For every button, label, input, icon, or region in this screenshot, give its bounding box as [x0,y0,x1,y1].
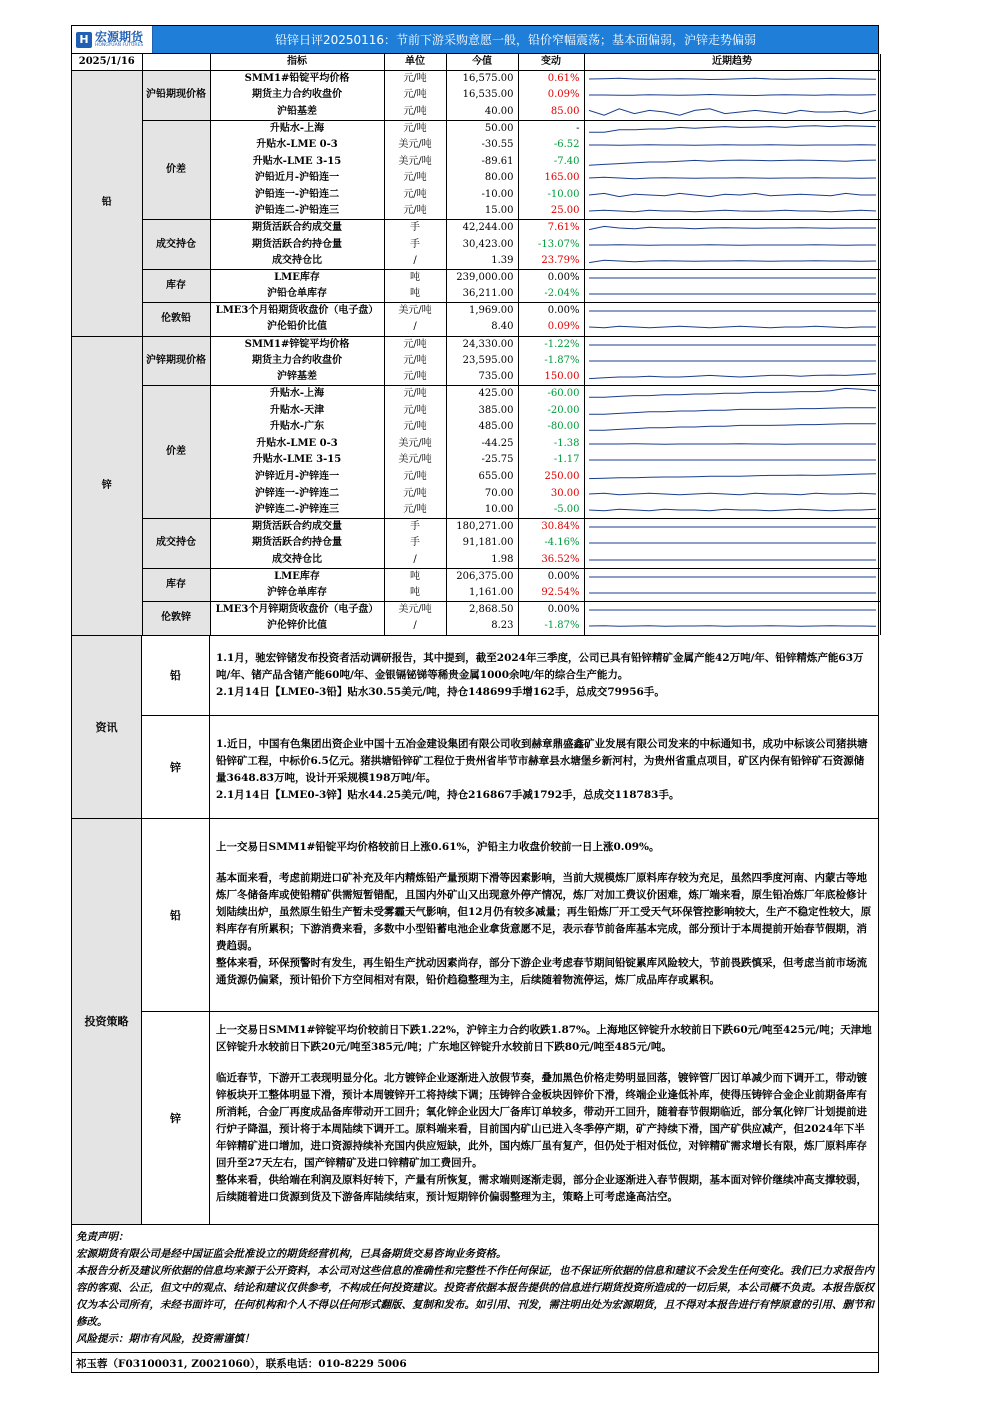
section-label: 价差 [142,120,210,220]
today-value: 80.00 [446,170,518,187]
table-row [72,568,880,585]
today-value: 1,161.00 [446,585,518,602]
unit-cell: 元/吨 [384,187,446,204]
sparkline-series [589,210,876,212]
sparkline-chart [587,319,878,335]
trend-sparkline [584,270,880,287]
sparkline-series [589,78,876,79]
unit-header: 单位 [384,54,446,71]
sparkline-chart [587,154,878,170]
sparkline-series [589,424,876,430]
sparkline-chart [587,220,878,236]
sparkline-series [589,374,876,379]
sparkline-chart [587,486,878,502]
strategy-zinc-summary: 上一交易日SMM1#锌锭平均价较前日下跌1.22%，沪锌主力合约收跌1.87%。上海地区锌锭升水较前日下跌60元/吨至425元/吨；天津地区锌锭升水较前日下跌20元/吨至385元/吨；广东地区锌锭升水较前日下跌80元/吨至485元/吨。 [216,1023,872,1053]
news-lead-label: 铅 [142,636,210,715]
today-value: 8.23 [446,618,518,635]
trend-sparkline [584,552,880,569]
sparkline-chart [587,303,878,319]
unit-cell: 手 [384,236,446,253]
news-lead-item-2: 2.1月14日【LME0-3铅】贴水30.55美元/吨，持仓148699手增162手，总成交79956手。 [216,685,665,698]
sparkline-chart [587,469,878,485]
unit-cell: 元/吨 [384,170,446,187]
news-block [72,635,878,818]
indicator-name: 升贴水-LME 3-15 [210,153,384,170]
change-value: -10.00 [518,187,584,204]
trend-sparkline [584,535,880,552]
trend-sparkline [584,585,880,602]
table-row [72,270,880,287]
sparkline-chart [587,436,878,452]
company-logo [72,26,153,53]
table-row [72,519,880,536]
indicator-name: 沪铅连一-沪铅连二 [210,187,384,204]
today-value: -89.61 [446,153,518,170]
strategy-lead [142,819,878,1011]
table-row [72,602,880,619]
unit-cell: 手 [384,220,446,237]
trend-sparkline [584,502,880,519]
indicator-name: 沪铅连二-沪铅连三 [210,203,384,220]
trend-sparkline [584,419,880,436]
change-value: 92.54% [518,585,584,602]
trend-sparkline [584,402,880,419]
section-header [142,54,210,71]
change-value: -7.40 [518,153,584,170]
today-value: 180,271.00 [446,519,518,536]
price-table [72,54,881,635]
indicator-name: 沪锌近月-沪锌连一 [210,469,384,486]
today-value: 10.00 [446,502,518,519]
today-value: 36,211.00 [446,286,518,303]
today-value: 15.00 [446,203,518,220]
change-value: 25.00 [518,203,584,220]
change-value: -1.87% [518,353,584,370]
trend-sparkline [584,71,880,88]
today-value: 8.40 [446,319,518,336]
section-label: 库存 [142,568,210,601]
trend-sparkline [584,87,880,104]
unit-cell: 手 [384,519,446,536]
unit-cell: 吨 [384,568,446,585]
sparkline-series [589,126,876,132]
strategy-block [72,818,878,1224]
change-value: 0.61% [518,71,584,88]
today-value: 735.00 [446,369,518,386]
trend-header: 近期趋势 [584,54,880,71]
sparkline-chart [587,419,878,435]
today-value: 30,423.00 [446,236,518,253]
unit-cell: 美元/吨 [384,436,446,453]
date-cell: 2025/1/16 [72,54,142,71]
change-value: 250.00 [518,469,584,486]
sparkline-chart [587,618,878,634]
today-value: -25.75 [446,452,518,469]
unit-cell: / [384,319,446,336]
section-label: 沪锌期现价格 [142,336,210,386]
indicator-name: 沪铅基差 [210,104,384,121]
strategy-zinc-label: 锌 [142,1012,210,1224]
change-value: 7.61% [518,220,584,237]
sparkline-series [589,493,876,495]
sparkline-chart [587,602,878,618]
change-value: -60.00 [518,386,584,403]
news-label: 资讯 [72,636,142,818]
disclaimer-qualification: 宏源期货有限公司是经中国证监会批准设立的期货经营机构，已具备期货交易咨询业务资格。 [76,1247,507,1260]
unit-cell: 美元/吨 [384,137,446,154]
sparkline-chart [587,452,878,468]
change-value: 0.09% [518,319,584,336]
today-value: 206,375.00 [446,568,518,585]
report-header [72,26,878,54]
unit-cell: 元/吨 [384,419,446,436]
indicator-name: 沪锌基差 [210,369,384,386]
change-value: 23.79% [518,253,584,270]
sparkline-series [589,193,876,196]
sparkline-chart [587,519,878,535]
unit-cell: 美元/吨 [384,602,446,619]
unit-cell: / [384,552,446,569]
indicator-name: 升贴水-广东 [210,419,384,436]
today-value: 385.00 [446,402,518,419]
today-value: 40.00 [446,104,518,121]
sparkline-series [589,178,876,180]
unit-cell: 元/吨 [384,120,446,137]
section-label: 伦敦铅 [142,303,210,336]
strategy-lead-fundamentals: 基本面来看，考虑前期进口矿补充及年内精炼铅产量预期下滑等因素影响，当前大规模炼厂原料库存较为充足，虽然四季度河南、内蒙古等地炼厂冬储备库或使铅精矿供需短暂错配，且国内外矿山又出现意外停产情况，炼厂对加工费议价困难，炼厂端来看，原生铅冶炼厂年底检修计划陆续出炉，虽然原生铅生产暂未受雾霾天气影响，但12月仍有较多减量；再生铅炼厂开工受天气环保管控影响较大，生产不稳定性较大，原料库存有所累积；下游消费来看，多数中小型铅蓄电池企业拿货意愿不足，表示春节前备库基本完成，部分预计于本周提前开始春节假期，消费趋弱。 [216,871,872,952]
trend-sparkline [584,353,880,370]
change-value: -4.16% [518,535,584,552]
change-value: -1.17 [518,452,584,469]
unit-cell: 吨 [384,286,446,303]
news-zinc [142,715,878,818]
strategy-lead-label: 铅 [142,819,210,1011]
table-row [72,336,880,353]
change-header: 变动 [518,54,584,71]
sparkline-chart [587,137,878,153]
indicator-name: LME库存 [210,270,384,287]
sparkline-chart [587,337,878,353]
indicator-name: 升贴水-上海 [210,120,384,137]
sparkline-chart [587,502,878,518]
indicator-name: 沪伦铅价比值 [210,319,384,336]
today-value: 42,244.00 [446,220,518,237]
sparkline-chart [587,552,878,568]
indicator-name: 沪锌连二-沪锌连三 [210,502,384,519]
section-label: 沪铅期现价格 [142,71,210,121]
unit-cell: 元/吨 [384,369,446,386]
strategy-label: 投资策略 [72,819,142,1224]
change-value: -80.00 [518,419,584,436]
sparkline-chart [587,87,878,103]
indicator-name: 期货主力合约收盘价 [210,353,384,370]
indicator-name: 沪锌仓单库存 [210,585,384,602]
unit-cell: 元/吨 [384,104,446,121]
indicator-name: 沪伦锌价比值 [210,618,384,635]
change-value: -1.22% [518,336,584,353]
sparkline-chart [587,253,878,269]
change-value: -20.00 [518,402,584,419]
sparkline-series [589,109,876,115]
sparkline-series [589,474,876,479]
unit-cell: 美元/吨 [384,153,446,170]
change-value: 30.00 [518,485,584,502]
trend-sparkline [584,286,880,303]
unit-cell: / [384,253,446,270]
sparkline-chart [587,353,878,369]
sparkline-series [589,244,876,245]
change-value: 0.00% [518,303,584,320]
strategy-zinc-outlook: 整体来看，供给端在利润及原料好转下，产量有所恢复，需求端则逐渐走弱，部分企业逐渐进入春节假期，基本面对锌价继续冲高支撑较弱，后续随着进口货源到货及下游备库陆续结束，预计短期锌价偏弱整理为主，策略上可考虑逢高沽空。 [216,1173,867,1203]
unit-cell: 吨 [384,585,446,602]
disclaimer [72,1224,878,1352]
section-label: 伦敦锌 [142,602,210,635]
logo-icon: H [76,32,92,48]
section-label: 成交持仓 [142,519,210,569]
trend-sparkline [584,137,880,154]
unit-cell: 元/吨 [384,203,446,220]
change-value: -2.04% [518,286,584,303]
unit-cell: 元/吨 [384,386,446,403]
today-value: 2,868.50 [446,602,518,619]
section-label: 库存 [142,270,210,303]
change-value: -5.00 [518,502,584,519]
change-value: -6.52 [518,137,584,154]
indicator-name: 期货活跃合约持仓量 [210,236,384,253]
unit-cell: 元/吨 [384,502,446,519]
sparkline-series [589,407,876,413]
unit-cell: 元/吨 [384,336,446,353]
sparkline-chart [587,286,878,302]
indicator-name: 沪锌连一-沪锌连二 [210,485,384,502]
today-value: -10.00 [446,187,518,204]
indicator-name: 升贴水-LME 0-3 [210,436,384,453]
sparkline-series [589,389,876,398]
disclaimer-body: 本报告分析及建议所依据的信息均来源于公开资料，本公司对这些信息的准确性和完整性不作任何保证，也不保证所依据的信息和建议不会发生任何变化。我们已力求报告内容的客观、公正，但文中的观点、结论和建议仅供参考，不构成任何投资建议。投资者依据本报告提供的信息进行期货投资所造成的一切后果，本公司概不负责。本报告版权仅为本公司所有，未经书面许可，任何机构和个人不得以任何形式翻版、复制和发布。如引用、刊发，需注明出处为宏源期货，且不得对本报告进行有悖原意的引用、删节和修改。 [76,1264,874,1328]
today-value: 1,969.00 [446,303,518,320]
trend-sparkline [584,485,880,502]
sparkline-chart [587,585,878,601]
today-value: 425.00 [446,386,518,403]
table-row [72,303,880,320]
trend-sparkline [584,203,880,220]
unit-cell: 元/吨 [384,485,446,502]
strategy-lead-outlook: 整体来看，环保预警时有发生，再生铅生产扰动因素尚存，部分下游企业考虑春节期间铅锭累库风险较大，节前畏跌慎采，但考虑当前市场流通货源仍偏紧，预计铅价下方空间相对有限，铅价趋稳整理为主，后续随着物流停运，炼厂成品库存或累积。 [216,956,867,986]
indicator-name: 升贴水-LME 3-15 [210,452,384,469]
table-row [72,120,880,137]
unit-cell: 美元/吨 [384,303,446,320]
sparkline-series [589,260,876,262]
change-value: 0.00% [518,270,584,287]
unit-cell: 吨 [384,270,446,287]
unit-cell: 手 [384,535,446,552]
today-value: 655.00 [446,469,518,486]
indicator-name: 升贴水-天津 [210,402,384,419]
unit-cell: 元/吨 [384,402,446,419]
sparkline-series [589,626,876,627]
change-value: 165.00 [518,170,584,187]
sparkline-chart [587,170,878,186]
sparkline-chart [587,104,878,120]
sparkline-chart [587,121,878,137]
trend-sparkline [584,303,880,320]
trend-sparkline [584,319,880,336]
indicator-name: 期货活跃合约持仓量 [210,535,384,552]
sparkline-series [589,327,876,329]
logo-name: 宏源期货 [95,29,144,44]
table-row [72,386,880,403]
today-value: 485.00 [446,419,518,436]
unit-cell: 元/吨 [384,87,446,104]
trend-sparkline [584,602,880,619]
today-value: -44.25 [446,436,518,453]
table-row [72,220,880,237]
indicator-name: 成交持仓比 [210,552,384,569]
sparkline-chart [587,403,878,419]
unit-cell: 元/吨 [384,353,446,370]
today-value: 1.98 [446,552,518,569]
today-value: 70.00 [446,485,518,502]
metal-category: 锌 [72,336,142,635]
indicator-name: LME3个月铅期货收盘价（电子盘） [210,303,384,320]
unit-cell: 元/吨 [384,71,446,88]
trend-sparkline [584,568,880,585]
sparkline-series [589,160,876,165]
trend-sparkline [584,436,880,453]
trend-sparkline [584,469,880,486]
section-label: 价差 [142,386,210,519]
today-value: 16,575.00 [446,71,518,88]
indicator-header: 指标 [210,54,384,71]
report-title: 铅锌日评20250116：节前下游采购意愿一般，铅价窄幅震荡；基本面偏弱，沪锌走势偏弱 [153,26,878,53]
change-value: - [518,120,584,137]
indicator-name: 期货活跃合约成交量 [210,220,384,237]
indicator-name: 升贴水-上海 [210,386,384,403]
sparkline-series [589,227,876,230]
unit-cell: / [384,618,446,635]
metal-category: 铅 [72,71,142,337]
indicator-name: 成交持仓比 [210,253,384,270]
section-label: 成交持仓 [142,220,210,270]
today-value: 24,330.00 [446,336,518,353]
unit-cell: 元/吨 [384,469,446,486]
indicator-name: 沪铅近月-沪铅连一 [210,170,384,187]
indicator-name: 沪铅仓单库存 [210,286,384,303]
sparkline-series [589,444,876,445]
trend-sparkline [584,386,880,403]
indicator-name: 期货主力合约收盘价 [210,87,384,104]
sparkline-chart [587,369,878,385]
change-value: 30.84% [518,519,584,536]
change-value: 150.00 [518,369,584,386]
sparkline-series [589,145,876,146]
change-value: 36.52% [518,552,584,569]
sparkline-chart [587,71,878,87]
trend-sparkline [584,618,880,635]
news-lead-item-1: 1.1月，驰宏锌锗发布投资者活动调研报告，其中提到，截至2024年三季度，公司已具有铅锌精矿金属产能42万吨/年、铅锌精炼产能63万吨/年、锗产品含锗产能60吨/年、金银镉铋锑等稀贵金属1000余吨/年的综合生产能力。 [216,651,864,681]
indicator-name: SMM1#锌锭平均价格 [210,336,384,353]
logo-name-en: HONGYUAN FUTURES [95,42,144,48]
change-value: -13.07% [518,236,584,253]
change-value: 85.00 [518,104,584,121]
change-value: -1.38 [518,436,584,453]
sparkline-series [589,509,876,511]
trend-sparkline [584,253,880,270]
risk-warning: 风险提示：期市有风险，投资需谨慎！ [76,1332,255,1345]
change-value: 0.00% [518,602,584,619]
analyst-contact: 祁玉蓉（F03100031, Z0021060），联系电话：010-8229 5006 [72,1352,878,1372]
sparkline-chart [587,203,878,219]
today-value: 1.39 [446,253,518,270]
sparkline-chart [587,569,878,585]
sparkline-chart [587,187,878,203]
trend-sparkline [584,336,880,353]
trend-sparkline [584,452,880,469]
disclaimer-title: 免责声明： [76,1230,129,1243]
sparkline-chart [587,270,878,286]
change-value: 0.00% [518,568,584,585]
today-value: 91,181.00 [446,535,518,552]
trend-sparkline [584,187,880,204]
change-value: 0.09% [518,87,584,104]
news-zinc-item-1: 1.近日，中国有色集团出资企业中国十五冶金建设集团有限公司收到赫章鼎盛鑫矿业发展有限公司发来的中标通知书，成功中标该公司猪拱塘铅锌矿工程，中标价6.5亿元。猪拱塘铅锌矿工程位于贵州省毕节市赫章县水塘堡乡新河村，为贵州省重点项目，矿区内保有铅锌矿石资源储量3648.83万吨，设计开采规模198万吨/年。 [216,737,868,784]
news-zinc-item-2: 2.1月14日【LME0-3锌】贴水44.25美元/吨，持仓216867手减1792手，总成交118783手。 [216,788,680,801]
today-header: 今值 [446,54,518,71]
indicator-name: LME3个月锌期货收盘价（电子盘） [210,602,384,619]
trend-sparkline [584,104,880,121]
indicator-name: SMM1#铅锭平均价格 [210,71,384,88]
indicator-name: 期货活跃合约成交量 [210,519,384,536]
trend-sparkline [584,519,880,536]
news-zinc-label: 锌 [142,716,210,818]
strategy-zinc-fundamentals: 临近春节，下游开工表现明显分化。北方镀锌企业逐渐进入放假节奏，叠加黑色价格走势明显回落，镀锌管厂因订单减少而下调开工，带动镀锌板块开工整体明显下滑，预计本周镀锌开工将持续下调；压铸锌合金板块因锌价下滑，终端企业逢低补库，使得压铸锌合金企业前期备库有所消耗，合金厂再度成品备库带动开工回升；氧化锌企业因大厂备库订单较多，带动开工回升，随着春节假期临近，部分氧化锌厂计划提前进行炉子降温，预计将于本周陆续下调开工。原料端来看，目前国内矿山已进入冬季停产期，矿产持续下滑，国产矿供应减产，但2024年下半年锌精矿进口增加，进口资源持续补充国内供应短缺，此外，国内炼厂虽有复产，但仍处于相对低位，对锌精矿需求增长有限，炼厂原料库存回升至27天左右，国产锌精矿及进口锌精矿加工费回升。 [216,1071,867,1169]
report-sheet [71,25,879,1373]
sparkline-chart [587,237,878,253]
today-value: 50.00 [446,120,518,137]
today-value: 16,535.00 [446,87,518,104]
change-value: -1.87% [518,618,584,635]
today-value: -30.55 [446,137,518,154]
sparkline-chart [587,535,878,551]
trend-sparkline [584,153,880,170]
unit-cell: 美元/吨 [384,452,446,469]
sparkline-series [589,95,876,96]
trend-sparkline [584,236,880,253]
today-value: 23,595.00 [446,353,518,370]
strategy-lead-summary: 上一交易日SMM1#铅锭平均价格较前日上涨0.61%，沪铅主力收盘价较前一日上涨0.09%。 [216,840,660,853]
trend-sparkline [584,170,880,187]
news-lead [142,636,878,715]
strategy-zinc [142,1011,878,1224]
table-header-row [72,54,880,71]
trend-sparkline [584,369,880,386]
indicator-name: 升贴水-LME 0-3 [210,137,384,154]
indicator-name: LME库存 [210,568,384,585]
trend-sparkline [584,220,880,237]
sparkline-chart [587,386,878,402]
today-value: 239,000.00 [446,270,518,287]
trend-sparkline [584,120,880,137]
table-row [72,71,880,88]
